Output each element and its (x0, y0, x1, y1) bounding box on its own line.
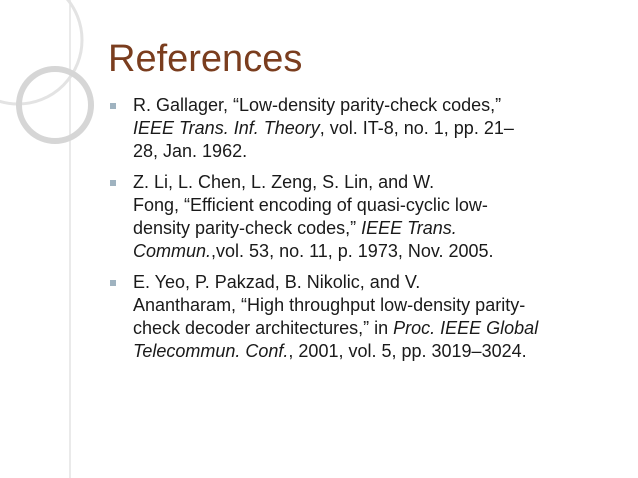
reference-text: check decoder architectures,” in (133, 318, 394, 338)
reference-line (133, 317, 608, 340)
square-bullet-icon (110, 180, 116, 186)
reference-line (133, 340, 608, 363)
square-bullet-icon (110, 280, 116, 286)
reference-line (133, 194, 608, 217)
reference-italic-text: Telecommun. Conf. (133, 341, 289, 361)
reference-italic-text: Proc. IEEE Global (393, 318, 539, 338)
reference-line (133, 94, 608, 117)
reference-text: , vol. IT-8, no. 1, pp. 21– (319, 118, 514, 138)
reference-list (108, 94, 608, 371)
reference-italic-text: IEEE Trans. Inf. Theory (133, 118, 320, 138)
reference-text: Anantharam, “High throughput low-density parity- (133, 295, 526, 315)
reference-item (108, 271, 608, 363)
page-title: References (108, 38, 303, 80)
reference-item (108, 94, 608, 163)
reference-text: R. Gallager, “Low-density parity-check codes,” (133, 95, 502, 115)
decorative-circle-small (19, 69, 91, 141)
reference-text: Z. Li, L. Chen, L. Zeng, S. Lin, and W. (133, 172, 435, 192)
reference-line (133, 117, 608, 140)
reference-line (133, 294, 608, 317)
reference-line (133, 217, 608, 240)
reference-italic-text: Commun. (133, 241, 212, 261)
reference-line (133, 140, 608, 163)
reference-line (133, 271, 608, 294)
reference-text: Fong, “Efficient encoding of quasi-cyclic low- (133, 195, 488, 215)
reference-text: density parity-check codes,” (133, 218, 362, 238)
decorative-circle-large (0, 0, 82, 104)
reference-text: E. Yeo, P. Pakzad, B. Nikolic, and V. (133, 272, 421, 292)
reference-text: ,vol. 53, no. 11, p. 1973, Nov. 2005. (211, 241, 494, 261)
reference-line (133, 171, 608, 194)
reference-text: 28, Jan. 1962. (133, 141, 248, 161)
reference-text: , 2001, vol. 5, pp. 3019–3024. (288, 341, 527, 361)
reference-item (108, 171, 608, 263)
reference-italic-text: IEEE Trans. (361, 218, 457, 238)
square-bullet-icon (110, 103, 116, 109)
reference-line (133, 240, 608, 263)
